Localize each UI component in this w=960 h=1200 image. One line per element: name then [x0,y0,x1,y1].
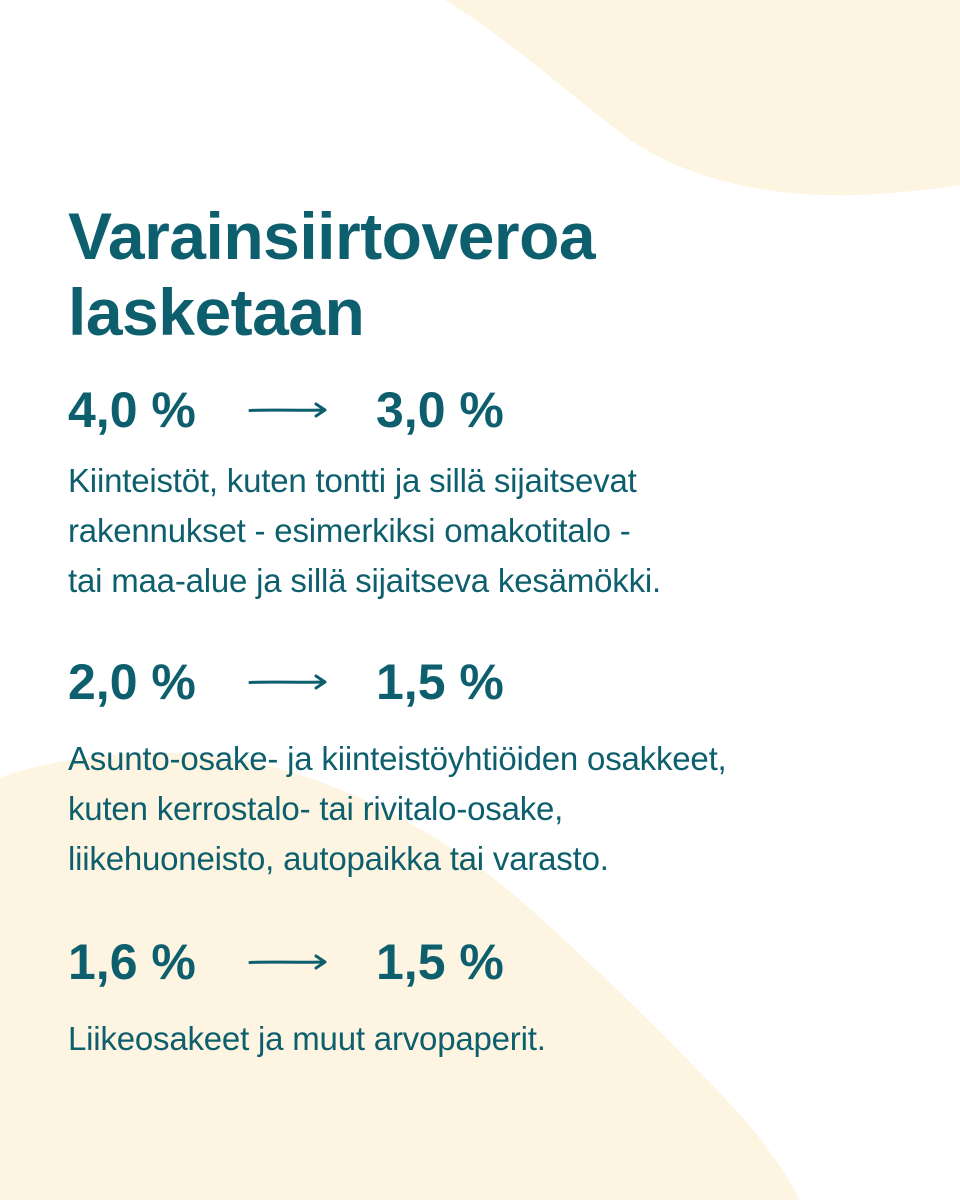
new-rate: 1,5 % [376,934,504,990]
rate-description-1 [68,456,928,606]
description-line: Liikeosakeet ja muut arvopaperit. [68,1020,546,1057]
rate-change-row-3 [68,932,928,992]
top-right-blob [445,0,960,195]
title-line-1: Varainsiirtoveroa [68,199,596,273]
new-rate: 1,5 % [376,654,504,710]
description-line: Asunto-osake- ja kiinteistöyhtiöiden osakkeet, [68,740,727,777]
description-line: rakennukset - esimerkiksi omakotitalo - [68,512,631,549]
old-rate: 1,6 % [68,934,196,990]
description-line: Kiinteistöt, kuten tontti ja sillä sijaitsevat [68,462,637,499]
description-line: kuten kerrostalo- tai rivitalo-osake, [68,790,564,827]
rate-description-3 [68,1014,928,1064]
arrow-right-icon [248,670,328,694]
content [68,198,928,1064]
page-title [68,198,928,350]
old-rate: 2,0 % [68,654,196,710]
new-rate: 3,0 % [376,382,504,438]
rate-description-2 [68,734,928,884]
title-line-2: lasketaan [68,275,365,349]
old-rate: 4,0 % [68,382,196,438]
description-line: liikehuoneisto, autopaikka tai varasto. [68,840,609,877]
arrow-right-icon [248,398,328,422]
arrow-right-icon [248,950,328,974]
rate-change-row-2 [68,652,928,712]
description-line: tai maa-alue ja sillä sijaitseva kesämökki. [68,562,661,599]
rate-change-row-1 [68,380,928,440]
